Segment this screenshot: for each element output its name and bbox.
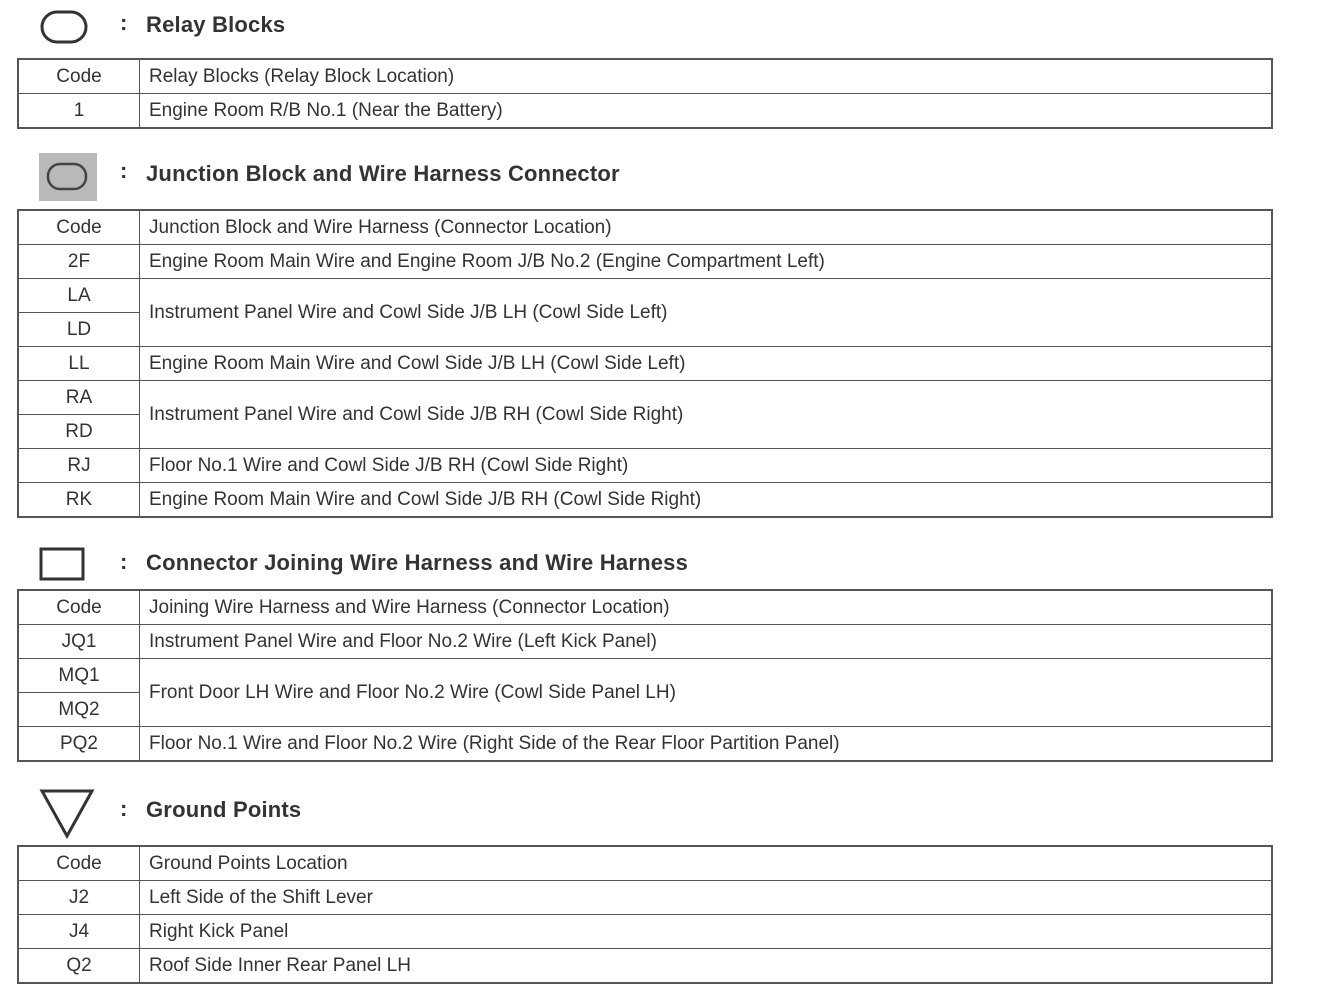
table-row [18, 483, 1272, 518]
code-cell: JQ1 [18, 625, 140, 659]
table-row [18, 347, 1272, 381]
section-colon: : [120, 796, 128, 821]
code-cell: MQ1 [18, 659, 140, 693]
section-title: Relay Blocks [146, 12, 286, 37]
junction-block-table [17, 209, 1273, 518]
location-cell: Engine Room Main Wire and Cowl Side J/B RH (Cowl Side Right) [140, 483, 1273, 518]
location-cell: Right Kick Panel [140, 915, 1273, 949]
code-cell: LD [18, 313, 140, 347]
code-cell: RD [18, 415, 140, 449]
rounded-oval-outline-icon [38, 8, 92, 46]
location-header: Joining Wire Harness and Wire Harness (Connector Location) [140, 590, 1273, 625]
location-header: Junction Block and Wire Harness (Connector Location) [140, 210, 1273, 245]
table-row [18, 245, 1272, 279]
ground-points-table [17, 845, 1273, 984]
code-cell: RA [18, 381, 140, 415]
code-cell: Q2 [18, 949, 140, 984]
connector-table [17, 589, 1273, 762]
location-cell: Instrument Panel Wire and Cowl Side J/B RH (Cowl Side Right) [140, 381, 1273, 449]
table-row [18, 94, 1272, 129]
location-cell: Floor No.1 Wire and Floor No.2 Wire (Right Side of the Rear Floor Partition Panel) [140, 727, 1273, 762]
code-cell: RK [18, 483, 140, 518]
section-ground-points-header [0, 784, 1328, 844]
table-row [18, 381, 1272, 415]
code-header: Code [18, 210, 140, 245]
code-cell: LL [18, 347, 140, 381]
location-cell: Instrument Panel Wire and Floor No.2 Wire (Left Kick Panel) [140, 625, 1273, 659]
shaded-oval-icon [38, 152, 98, 202]
location-header: Ground Points Location [140, 846, 1273, 881]
location-cell: Engine Room Main Wire and Engine Room J/B No.2 (Engine Compartment Left) [140, 245, 1273, 279]
location-cell: Engine Room R/B No.1 (Near the Battery) [140, 94, 1273, 129]
rectangle-outline-icon [38, 546, 86, 584]
code-cell: PQ2 [18, 727, 140, 762]
table-row [18, 949, 1272, 984]
section-colon: : [120, 158, 128, 183]
section-relay-blocks-header [0, 0, 1328, 60]
section-title: Connector Joining Wire Harness and Wire Harness [146, 550, 689, 575]
table-header-row [18, 59, 1272, 94]
table-row [18, 449, 1272, 483]
code-cell: J2 [18, 881, 140, 915]
location-cell: Instrument Panel Wire and Cowl Side J/B LH (Cowl Side Left) [140, 279, 1273, 347]
relay-blocks-table [17, 58, 1273, 129]
table-row [18, 279, 1272, 313]
section-connector-header [0, 537, 1328, 597]
code-header: Code [18, 590, 140, 625]
code-cell: MQ2 [18, 693, 140, 727]
code-cell: 2F [18, 245, 140, 279]
table-header-row [18, 210, 1272, 245]
table-row [18, 659, 1272, 693]
down-triangle-icon [38, 786, 98, 840]
table-header-row [18, 846, 1272, 881]
section-colon: : [120, 10, 128, 35]
section-colon: : [120, 549, 128, 574]
location-header: Relay Blocks (Relay Block Location) [140, 59, 1273, 94]
table-row [18, 625, 1272, 659]
location-cell: Roof Side Inner Rear Panel LH [140, 949, 1273, 984]
table-row [18, 915, 1272, 949]
code-cell: J4 [18, 915, 140, 949]
section-junction-block-header [0, 148, 1328, 208]
section-title: Junction Block and Wire Harness Connector [146, 161, 620, 186]
location-cell: Engine Room Main Wire and Cowl Side J/B LH (Cowl Side Left) [140, 347, 1273, 381]
section-title: Ground Points [146, 797, 302, 822]
location-cell: Front Door LH Wire and Floor No.2 Wire (Cowl Side Panel LH) [140, 659, 1273, 727]
table-row [18, 727, 1272, 762]
code-header: Code [18, 59, 140, 94]
location-cell: Floor No.1 Wire and Cowl Side J/B RH (Cowl Side Right) [140, 449, 1273, 483]
code-cell: LA [18, 279, 140, 313]
table-row [18, 881, 1272, 915]
code-header: Code [18, 846, 140, 881]
location-cell: Left Side of the Shift Lever [140, 881, 1273, 915]
code-cell: 1 [18, 94, 140, 129]
table-header-row [18, 590, 1272, 625]
code-cell: RJ [18, 449, 140, 483]
